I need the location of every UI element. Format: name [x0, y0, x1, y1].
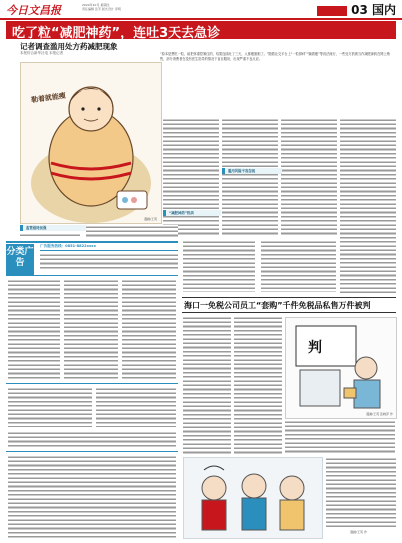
- judgment-cartoon: [285, 317, 397, 419]
- left-column-snippet: [20, 233, 80, 238]
- ad-divider-3: [6, 451, 178, 452]
- newspaper-logo: 今日文昌报: [6, 4, 61, 17]
- article-column-7: [261, 240, 336, 292]
- section-bar: [317, 6, 347, 16]
- second-article-headline: 海口一免税公司员工“套购”千件免税品私售万件被判: [184, 301, 371, 310]
- subsection-tag-2: “减肥神药”热卖: [163, 210, 221, 216]
- article-column-3: [281, 118, 337, 236]
- bottom-cartoon-credit: 漫画/王英 作: [350, 530, 367, 534]
- headline-banner: [6, 21, 396, 39]
- masthead-date: 2024年10月 星期四: [82, 3, 110, 7]
- second-article-headline-box: [182, 297, 396, 313]
- ad-column-6: [8, 431, 176, 449]
- bottom-cartoon: [183, 457, 323, 539]
- subsection-tag-3: 监管亟待加强: [20, 225, 86, 231]
- section-name: 03 国内: [351, 3, 396, 17]
- masthead-editors: 责任编辑 张芳 版式设计 李明: [82, 7, 121, 11]
- ad-hotline: 广告服务热线：0851-8822xxxx: [40, 244, 178, 251]
- judgment-cartoon-svg: [286, 318, 396, 418]
- ad-intro-text: [40, 253, 178, 271]
- subsection-tag-1: 滥用风险不容忽视: [222, 168, 282, 174]
- svg-text:判: 判: [308, 340, 322, 356]
- illustration-credit: 漫画/王英: [143, 217, 157, 221]
- ad-divider-2: [6, 383, 178, 384]
- illustration-caption: 勒着就能瘦: [30, 91, 67, 105]
- bottom-cartoon-svg: [184, 458, 322, 538]
- article-column-1: [163, 118, 219, 236]
- classified-ads-title: 分类广告: [6, 244, 34, 275]
- ad-notice-block: [8, 455, 176, 539]
- headline-text: 吃了粒“减肥神药”，连吐3天去急诊: [12, 26, 221, 41]
- ad-column-4: [8, 387, 92, 427]
- second-article-column-3: [285, 420, 395, 454]
- masthead-meta: [82, 3, 121, 11]
- judgment-cartoon-credit: 漫画/王英 张晓萍 作: [366, 412, 393, 416]
- section-label: [317, 1, 396, 18]
- article-column-5: [86, 225, 178, 239]
- ad-divider: [6, 275, 178, 276]
- second-article-column-1: [183, 316, 231, 454]
- main-illustration: [20, 62, 162, 224]
- ad-column-3: [122, 279, 176, 379]
- ad-column-5: [96, 387, 176, 427]
- subheadline: 记者调查滥用处方药减肥现象: [20, 42, 118, 51]
- lead-paragraph: “原本是想吃一粒，能把体重控制住的，结果连续吐了三天，人都瘦脱相了。”随着社交平台上“一粒掉秤”“躺着瘦”等说法流行，一些处方药被当作减肥神药在网上销售，部分消费者在没有医生指导的情况下盲目服用，出现严重不良反应。: [160, 52, 390, 61]
- ad-column-1: [8, 279, 60, 379]
- bottom-article-text: [326, 457, 396, 527]
- illustration-svg: [21, 63, 161, 223]
- second-article-column-2: [234, 316, 282, 454]
- byline: 本报综合新华社电 本报记者: [20, 51, 64, 55]
- ad-column-2: [64, 279, 118, 379]
- article-column-4: [340, 118, 396, 293]
- article-column-2: [222, 118, 278, 236]
- article-column-6: [183, 240, 255, 292]
